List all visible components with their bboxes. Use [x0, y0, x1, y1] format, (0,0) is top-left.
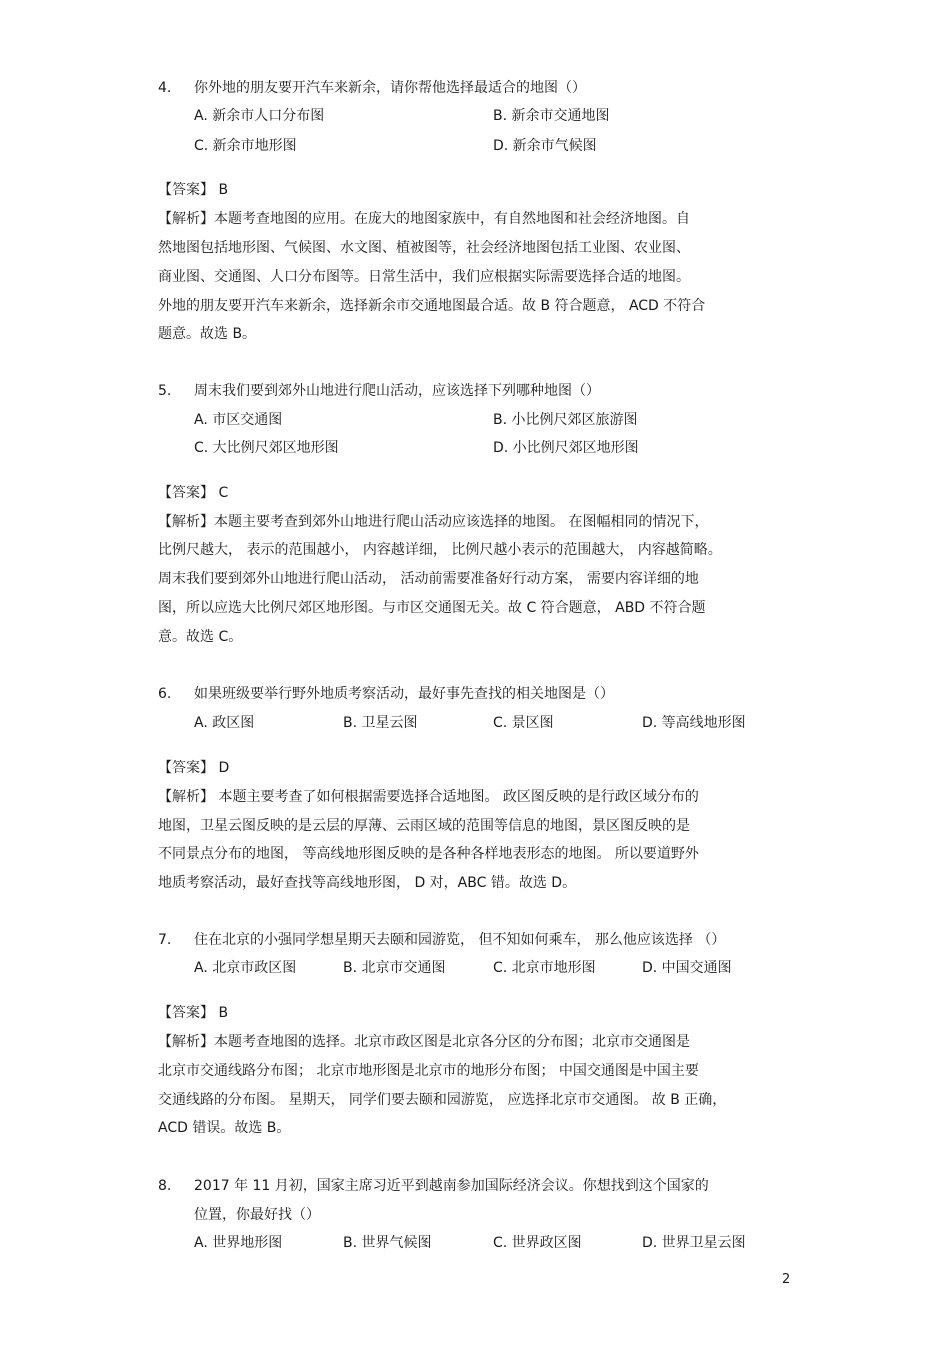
question-4-stem: 你外地的朋友要开汽车来新余，请你帮他选择最适合的地图（） — [194, 80, 586, 96]
question-6-option-c: C. 景区图 — [493, 715, 554, 731]
question-5-analysis-line: 【解析】本题主要考查到郊外山地进行爬山活动应该选择的地图。 在图幅相同的情况下， — [158, 514, 709, 530]
question-4-analysis-line: 然地图包括地形图、气候图、水文图、植被图等，社会经济地图包括工业图、农业图、 — [158, 240, 690, 256]
question-6-option-d: D. 等高线地形图 — [642, 715, 746, 731]
question-8-option-c: C. 世界政区图 — [493, 1235, 582, 1251]
question-5-option-d: D. 小比例尺郊区地形图 — [493, 440, 639, 456]
question-6-number: 6. — [158, 686, 172, 702]
question-7-number: 7. — [158, 932, 172, 948]
question-5-analysis-line: 图，所以应选大比例尺郊区地形图。与市区交通图无关。故 C 符合题意， ABD 不符合题 — [158, 600, 706, 616]
question-5-analysis-line: 意。故选 C。 — [158, 629, 243, 645]
question-7-option-d: D. 中国交通图 — [642, 960, 732, 976]
question-7-stem: 住在北京的小强同学想星期天去颐和园游览， 但不知如何乘车， 那么他应该选择 （） — [194, 932, 726, 948]
question-6-stem: 如果班级要举行野外地质考察活动，最好事先查找的相关地图是（） — [194, 686, 614, 702]
question-6-analysis-line: 地质考察活动，最好查找等高线地形图， D 对，ABC 错。故选 D。 — [158, 875, 577, 891]
question-5-option-b: B. 小比例尺郊区旅游图 — [493, 412, 638, 428]
question-7-analysis-line: 北京市交通线路分布图； 北京市地形图是北京市的地形分布图； 中国交通图是中国主要 — [158, 1063, 699, 1079]
question-8-option-d: D. 世界卫星云图 — [642, 1235, 746, 1251]
question-8-stem-continued: 位置，你最好找（） — [194, 1207, 320, 1223]
question-4-number: 4. — [158, 80, 172, 96]
question-7-analysis-line: 【解析】本题考查地图的选择。北京市政区图是北京各分区的分布图；北京市交通图是 — [158, 1034, 690, 1050]
question-5-option-a: A. 市区交通图 — [194, 412, 283, 428]
question-7-answer: 【答案】 B — [158, 1005, 229, 1021]
question-8-number: 8. — [158, 1178, 172, 1194]
question-7-option-c: C. 北京市地形图 — [493, 960, 596, 976]
question-4-analysis-line: 题意。故选 B。 — [158, 326, 257, 342]
question-5-stem: 周末我们要到郊外山地进行爬山活动，应该选择下列哪种地图（） — [194, 383, 600, 399]
question-6-answer: 【答案】 D — [158, 760, 230, 776]
question-4-answer: 【答案】 B — [158, 182, 229, 198]
question-4-option-a: A. 新余市人口分布图 — [194, 108, 325, 124]
question-5-option-c: C. 大比例尺郊区地形图 — [194, 440, 339, 456]
question-7-option-a: A. 北京市政区图 — [194, 960, 297, 976]
question-8-option-b: B. 世界气候图 — [343, 1235, 432, 1251]
question-5-answer: 【答案】 C — [158, 485, 229, 501]
page-number: 2 — [782, 1272, 791, 1287]
question-6-option-a: A. 政区图 — [194, 715, 255, 731]
question-4-analysis-line: 【解析】本题考查地图的应用。在庞大的地图家族中，有自然地图和社会经济地图。自 — [158, 211, 690, 227]
question-4-option-c: C. 新余市地形图 — [194, 138, 297, 154]
question-8-stem: 2017 年 11 月初，国家主席习近平到越南参加国际经济会议。你想找到这个国家的 — [194, 1178, 709, 1194]
question-4-analysis-line: 外地的朋友要开汽车来新余，选择新余市交通地图最合适。故 B 符合题意， ACD 不符合 — [158, 298, 706, 314]
question-4-option-d: D. 新余市气候图 — [493, 138, 597, 154]
question-7-option-b: B. 北京市交通图 — [343, 960, 446, 976]
question-6-analysis-line: 不同景点分布的地图， 等高线地形图反映的是各种各样地表形态的地图。 所以要道野外 — [158, 846, 699, 862]
question-6-option-b: B. 卫星云图 — [343, 715, 418, 731]
question-4-analysis-line: 商业图、交通图、人口分布图等。日常生活中，我们应根据实际需要选择合适的地图。 — [158, 269, 690, 285]
question-8-option-a: A. 世界地形图 — [194, 1235, 283, 1251]
question-5-number: 5. — [158, 383, 172, 399]
question-7-analysis-line: 交通线路的分布图。 星期天， 同学们要去颐和园游览， 应选择北京市交通图。 故 B 正确， — [158, 1092, 727, 1108]
question-5-analysis-line: 比例尺越大， 表示的范围越小， 内容越详细， 比例尺越小表示的范围越大， 内容越简略。 — [158, 542, 722, 558]
question-4-option-b: B. 新余市交通地图 — [493, 108, 610, 124]
question-5-analysis-line: 周末我们要到郊外山地进行爬山活动， 活动前需要准备好行动方案， 需要内容详细的地 — [158, 571, 699, 587]
question-6-analysis-line: 【解析】 本题主要考查了如何根据需要选择合适地图。 政区图反映的是行政区域分布的 — [158, 789, 699, 805]
question-6-analysis-line: 地图，卫星云图反映的是云层的厚薄、云雨区域的范围等信息的地图，景区图反映的是 — [158, 818, 690, 834]
question-7-analysis-line: ACD 错误。故选 B。 — [158, 1120, 291, 1136]
